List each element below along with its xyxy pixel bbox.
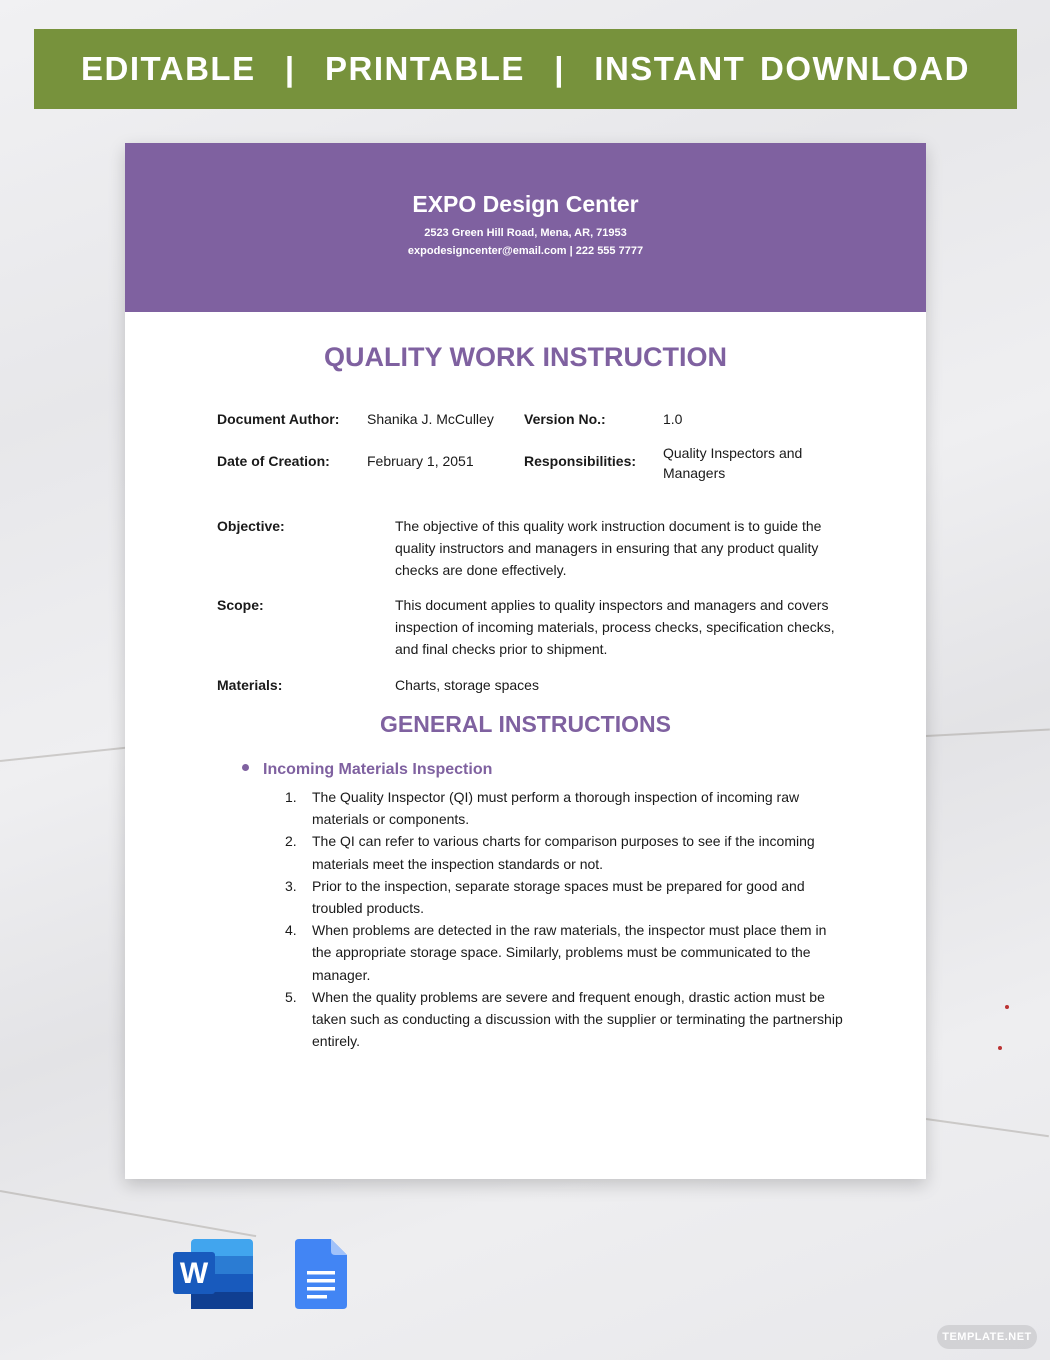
word-icon[interactable]: [173, 1239, 253, 1309]
bullet-icon: [242, 764, 249, 771]
responsibilities-label: Responsibilities:: [524, 453, 637, 469]
subsection-label: Incoming Materials Inspection: [263, 761, 493, 778]
list-text: When the quality problems are severe and frequent enough, drastic action must be taken such as conducting a discussion with the supplier or terminating the partnership entirely.: [312, 988, 843, 1050]
promo-banner: [34, 29, 1017, 109]
google-docs-icon[interactable]: [295, 1239, 347, 1309]
date-label: Date of Creation:: [217, 453, 330, 469]
author-label: Document Author:: [217, 411, 340, 427]
scope-label: Scope:: [217, 597, 264, 613]
company-contact: expodesigncenter@email.com | 222 555 7777: [407, 245, 644, 257]
marble-vein: [926, 1118, 1049, 1137]
letterhead: [125, 143, 926, 312]
list-number: 1.: [285, 789, 297, 805]
objective-label: Objective:: [217, 518, 285, 534]
materials-text: Charts, storage spaces: [395, 677, 539, 693]
company-address: 2523 Green Hill Road, Mena, AR, 71953: [424, 227, 627, 239]
list-number: 5.: [285, 988, 297, 1005]
banner-text: EDITABLE | PRINTABLE | INSTANT DOWNLOAD: [81, 50, 970, 87]
decorative-speck: [998, 1046, 1002, 1050]
list-number: 2.: [285, 833, 297, 850]
list-item: [285, 786, 845, 830]
list-text: The Quality Inspector (QI) must perform a thorough inspection of incoming raw materials or components.: [312, 789, 800, 828]
list-item: [285, 875, 845, 919]
subsection-heading: [242, 761, 492, 779]
marble-vein: [926, 729, 1050, 737]
objective-text: The objective of this quality work instruction document is to guide the quality instructors and managers in ensuring that any product quality checks are done effectively.: [395, 518, 822, 578]
decorative-speck: [1005, 1005, 1009, 1009]
list-text: Prior to the inspection, separate storage spaces must be prepared for good and troubled products.: [312, 877, 805, 917]
section-title: GENERAL INSTRUCTIONS: [380, 711, 671, 737]
materials-label: Materials:: [217, 677, 283, 693]
version-label: Version No.:: [524, 411, 606, 427]
svg-text:W: W: [179, 1257, 209, 1290]
instruction-list: [285, 786, 845, 1052]
list-text: The QI can refer to various charts for comparison purposes to see if the incoming materials meet the inspection standards or not.: [312, 833, 815, 872]
date-value: February 1, 2051: [367, 453, 474, 469]
document-page: [125, 143, 926, 1179]
author-value: Shanika J. McCulley: [367, 411, 494, 427]
list-number: 3.: [285, 877, 297, 894]
company-name: EXPO Design Center: [412, 191, 639, 217]
list-item: [285, 986, 845, 1053]
scope-text: This document applies to quality inspectors and managers and covers inspection of incoming materials, process checks, specification checks, and final checks prior to shipment.: [395, 597, 835, 657]
list-item: [285, 919, 845, 986]
list-number: 4.: [285, 922, 297, 939]
marble-vein: [0, 1190, 256, 1237]
version-value: 1.0: [663, 411, 683, 427]
watermark-badge: TEMPLATE.NET: [937, 1325, 1037, 1349]
responsibilities-value: Quality Inspectors and Managers: [663, 445, 803, 481]
list-item: [285, 830, 845, 874]
page-title: QUALITY WORK INSTRUCTION: [324, 342, 727, 372]
list-text: When problems are detected in the raw materials, the inspector must place them in the appropriate storage space. Similarly, problems must be communicated to the manager.: [312, 922, 827, 983]
marble-vein: [0, 746, 129, 762]
